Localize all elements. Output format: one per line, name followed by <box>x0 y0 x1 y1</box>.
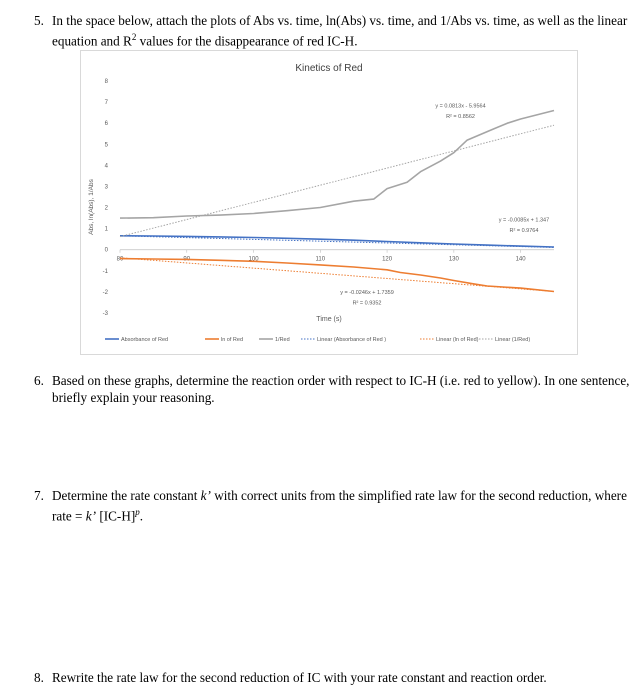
chart-svg <box>81 51 577 354</box>
y-tick-label: 2 <box>104 205 108 212</box>
series-line-2 <box>120 111 554 219</box>
y-tick-label: 1 <box>104 226 108 233</box>
y-tick-label: -3 <box>102 311 108 317</box>
question-7-text: Determine the rate constant k’ with correct units from the simplified rate law for the second reduction, where rate = k’ $[IC-H]^p$. <box>52 488 627 524</box>
y-tick-label: 3 <box>104 184 108 191</box>
trendline-3 <box>120 236 554 248</box>
question-7 <box>34 487 630 524</box>
equation-1-over-red: y = 0.0813x - 5.9564 <box>435 103 486 110</box>
x-tick-label: 110 <box>315 256 326 263</box>
legend-label-0: Absorbance of Red <box>121 337 169 343</box>
question-6-text: Based on these graphs, determine the reaction order with respect to IC-H (i.e. red to yellow). In one sentence, briefly explain your reasoning. <box>52 373 630 405</box>
y-tick-label: 8 <box>104 79 108 85</box>
question-5-number: 5. <box>34 13 44 28</box>
question-7-number: 7. <box>34 488 44 503</box>
question-5 <box>34 12 630 49</box>
y-tick-label: 7 <box>104 100 108 107</box>
question-8-text: Rewrite the rate law for the second reduction of IC with your rate constant and reaction order. <box>52 670 547 685</box>
y-tick-label: 6 <box>104 121 108 128</box>
legend-label-3: Linear (Absorbance of Red ) <box>317 337 387 343</box>
y-tick-label: -2 <box>102 289 108 296</box>
question-7-order-superscript: p <box>135 507 140 517</box>
r2-ln-red: R² = 0.9352 <box>352 300 382 307</box>
x-tick-label: 130 <box>448 256 459 263</box>
y-tick-label: 5 <box>104 142 108 149</box>
legend-label-5: Linear (1/Red) <box>495 337 531 343</box>
x-axis-title: Time (s) <box>316 316 342 323</box>
y-tick-label: 4 <box>104 163 108 170</box>
question-5-text: In the space below, attach the plots of Abs vs. time, ln(Abs) vs. time, and 1/Abs vs. time, as well as the linear equation and $R^2$ values for the disappearance of red IC-H. <box>52 13 628 49</box>
x-tick-label: 90 <box>183 256 191 263</box>
question-5-superscript: 2 <box>131 32 137 42</box>
y-tick-label: -1 <box>102 268 108 275</box>
question-8 <box>34 669 630 686</box>
kinetics-chart <box>80 50 578 355</box>
equation-abs-red: y = -0.0085x + 1.347 <box>498 217 550 224</box>
y-axis-title: Abs, ln(Abs), 1/Abs <box>88 179 95 235</box>
x-tick-label: 140 <box>515 256 526 263</box>
trendline-5 <box>120 125 554 236</box>
r2-abs-red: R² = 0.9764 <box>509 227 539 234</box>
x-tick-label: 80 <box>116 256 124 263</box>
legend-label-2: 1/Red <box>275 337 290 343</box>
x-tick-label: 120 <box>382 256 393 263</box>
legend-label-4: Linear (ln of Red) <box>436 337 479 343</box>
question-8-number: 8. <box>34 670 44 685</box>
question-6 <box>34 372 630 406</box>
trendline-4 <box>120 258 554 292</box>
x-tick-label: 100 <box>248 256 259 263</box>
chart-title: Kinetics of Red <box>295 63 363 74</box>
equation-ln-red: y = -0.0246x + 1.7359 <box>340 290 394 297</box>
r2-1-over-red: R² = 0.8562 <box>446 113 475 120</box>
legend-label-1: ln of Red <box>221 337 244 343</box>
question-6-number: 6. <box>34 373 44 388</box>
y-tick-label: 0 <box>104 247 108 254</box>
